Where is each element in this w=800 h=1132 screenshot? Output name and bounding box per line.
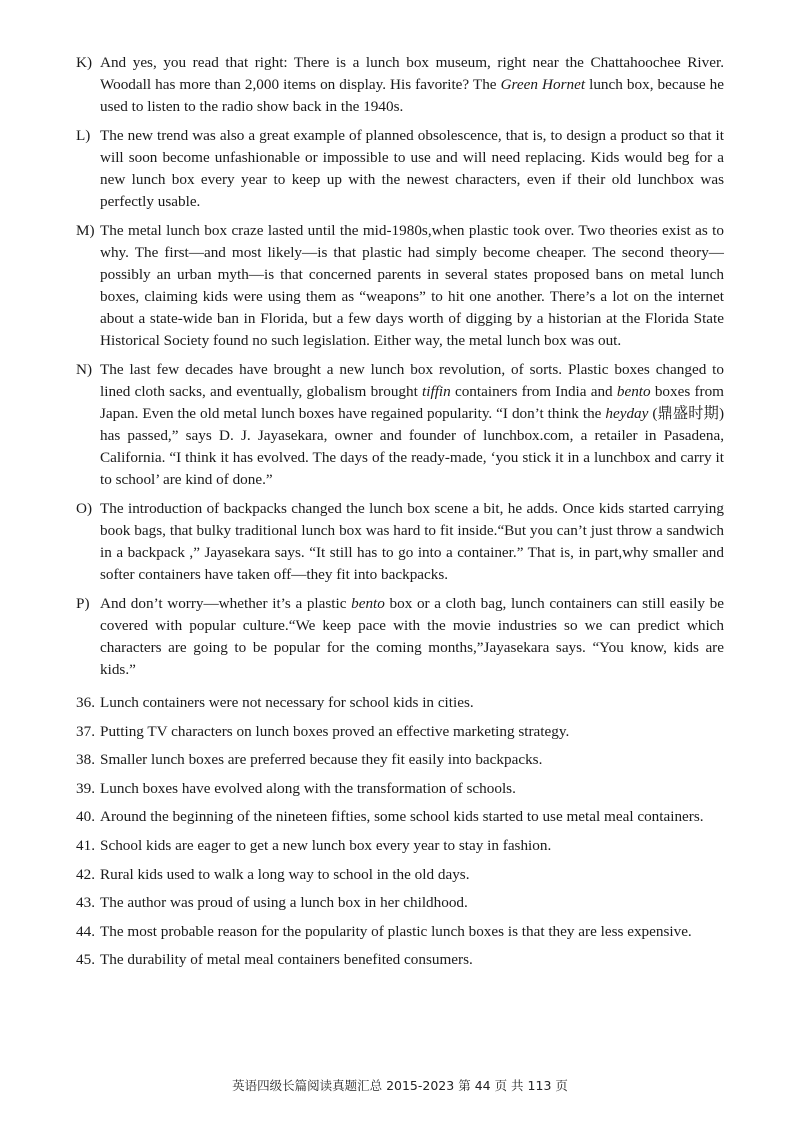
paragraph	[76, 359, 724, 491]
question-item	[76, 779, 724, 799]
question-text: Lunch containers were not necessary for school kids in cities.	[100, 694, 474, 711]
question-item	[76, 836, 724, 856]
question-text: School kids are eager to get a new lunch box every year to stay in fashion.	[100, 836, 552, 854]
paragraph	[76, 125, 724, 213]
text-segment: box or a cloth bag, lunch containers can still easily be covered with popular culture.“We keep pace with the movie industries so we can predict which characters are going to be popular for the coming months,”Jayasekara says. “You know, kids are kids.”	[100, 595, 724, 678]
paragraph	[76, 52, 724, 118]
question-item	[76, 807, 724, 827]
italic-term: heyday	[605, 405, 649, 422]
text-segment: The metal lunch box craze lasted until the mid-1980s,when plastic took over. Two theories exist as to why. The first—and most likely—is that plastic had simply become cheaper. The second theory—possibly an urban myth—is that concerned parents in several states proposed bans on metal lunch boxes, claiming kids were using them as “weapons” to hit one another. There’s a lot on the internet about a state-wide ban in Florida, but a few days worth of digging by a historian at the Florida State Historical Society found no such legislation. Either way, the metal lunch box was out.	[100, 222, 724, 349]
page-footer	[0, 1076, 800, 1094]
italic-term: bento	[351, 595, 385, 612]
text-segment: (鼎盛时期) has passed,” says D. J. Jayasekara, owner and founder of lunchbox.com, a retailer in Pasadena, California. “I think it has evolved. The days of the ready-made, ‘you stick it in a lunchbox and carry it to school’ are kind of done.”	[100, 405, 724, 488]
question-text: Smaller lunch boxes are preferred because they fit easily into backpacks.	[100, 751, 543, 769]
question-text: Around the beginning of the nineteen fifties, some school kids started to use metal meal containers.	[100, 808, 704, 826]
paragraph	[76, 498, 724, 586]
question-text: The author was proud of using a lunch box in her childhood.	[100, 894, 468, 912]
question-item	[76, 693, 724, 713]
question-item	[76, 922, 724, 942]
text-segment: boxes from Japan. Even the old metal lunch boxes have regained popularity. “I don’t think the	[100, 383, 724, 422]
passage-paragraphs	[76, 52, 724, 681]
question-item	[76, 750, 724, 770]
footer-page-current: 44	[474, 1078, 491, 1093]
document-body	[76, 52, 724, 979]
paragraph-label: P)	[76, 595, 90, 612]
paragraph-label: O)	[76, 500, 93, 517]
paragraph	[76, 593, 724, 681]
text-segment: lunch box, because he used to listen to the radio show back in the 1940s.	[100, 76, 724, 115]
question-number: 45.	[76, 951, 95, 969]
paragraph-text	[100, 125, 724, 213]
question-number: 42.	[76, 865, 95, 883]
footer-title: 英语四级长篇阅读真题汇总 2015-2023	[232, 1078, 455, 1093]
question-number: 44.	[76, 922, 95, 940]
question-number: 40.	[76, 808, 95, 826]
text-segment: The last few decades have brought a new lunch box revolution, of sorts. Plastic boxes changed to lined cloth sacks, and eventually, globalism brought	[100, 361, 724, 400]
footer-page-mid: 页 共	[494, 1078, 524, 1093]
footer-page-total: 113	[527, 1078, 552, 1093]
question-number: 38.	[76, 751, 95, 769]
question-text: Putting TV characters on lunch boxes proved an effective marketing strategy.	[100, 722, 570, 740]
question-text: Rural kids used to walk a long way to school in the old days.	[100, 865, 470, 883]
paragraph-text	[100, 359, 724, 491]
question-number: 36.	[76, 694, 95, 711]
text-segment: And yes, you read that right: There is a lunch box museum, right near the Chattahoochee River. Woodall has more than 2,000 items on display. His favorite? The	[100, 54, 724, 93]
question-number: 43.	[76, 894, 95, 912]
text-segment: The new trend was also a great example of planned obsolescence, that is, to design a product so that it will soon become unfashionable or impossible to use and will need replacing. Kids would beg for a new lunch box every year to keep up with the newest characters, even if their old lunchbox was perfectly usable.	[100, 127, 724, 210]
footer-page-prefix: 第	[458, 1078, 471, 1093]
italic-term: bento	[616, 383, 651, 400]
text-segment: And don’t worry—whether it’s a plastic	[100, 595, 352, 612]
text-segment: containers from India and	[450, 383, 617, 400]
footer-page-suffix: 页	[555, 1078, 568, 1093]
question-text: The most probable reason for the popularity of plastic lunch boxes is that they are less expensive.	[100, 922, 692, 940]
paragraph-text	[100, 498, 724, 586]
paragraph-text	[100, 593, 724, 681]
question-number: 37.	[76, 722, 95, 740]
paragraph-label: N)	[76, 361, 93, 378]
paragraph-label: K)	[76, 54, 93, 71]
text-segment: The introduction of backpacks changed the lunch box scene a bit, he adds. Once kids started carrying book bags, that bulky traditional lunch box was hard to fit inside.“But you can’t just throw a sandwich in a backpack ,” Jayasekara says. “It still has to go into a container.” That is, in part,why smaller and softer containers have taken off—they fit into backpacks.	[100, 500, 724, 583]
paragraph-label: L)	[76, 127, 91, 144]
question-number: 41.	[76, 836, 95, 854]
italic-term: Green Hornet	[500, 76, 586, 93]
question-text: Lunch boxes have evolved along with the transformation of schools.	[100, 779, 516, 797]
question-number: 39.	[76, 779, 95, 797]
question-text: The durability of metal meal containers benefited consumers.	[100, 951, 473, 969]
italic-term: tiffin	[422, 383, 451, 400]
question-item	[76, 722, 724, 742]
question-item	[76, 893, 724, 913]
question-item	[76, 950, 724, 970]
question-list	[76, 693, 724, 970]
paragraph-text	[100, 52, 724, 118]
paragraph	[76, 220, 724, 352]
paragraph-text	[100, 220, 724, 352]
paragraph-label: M)	[76, 222, 95, 239]
question-item	[76, 865, 724, 885]
